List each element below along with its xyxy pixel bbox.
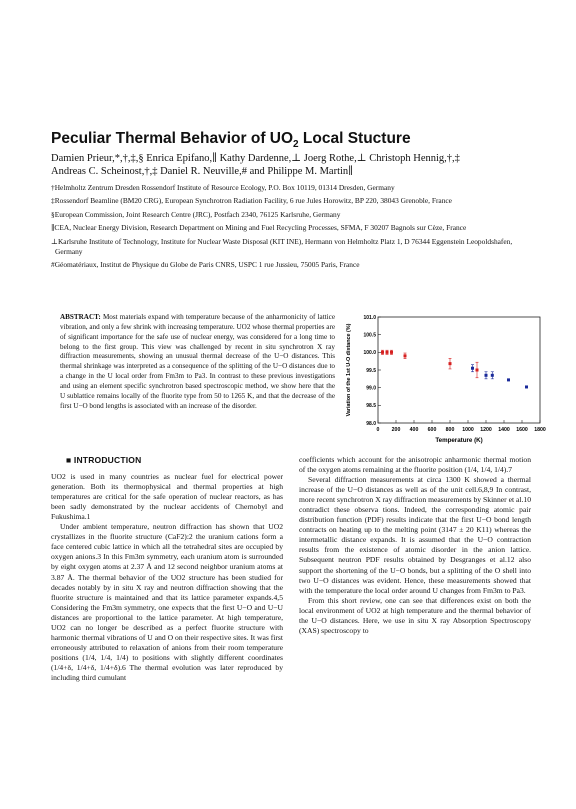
affiliation: †Helmholtz Zentrum Dresden Rossendorf Institute of Resource Ecology, P.O. Box 10119, 01314 Dresden, Germany xyxy=(51,183,395,192)
affiliation: ⊥Karlsruhe Institute of Technology, Institute for Nuclear Waste Disposal (KIT INE), Hermann von Helmholtz Platz 1, D 76344 Eggenstein Leopoldshafen, Germany xyxy=(51,236,513,256)
data-point xyxy=(449,362,452,365)
x-tick-label: 1400 xyxy=(498,427,510,433)
y-tick-label: 99.0 xyxy=(366,385,376,392)
x-tick-label: 1600 xyxy=(516,427,528,433)
plot-frame xyxy=(378,317,540,423)
data-point xyxy=(390,351,393,354)
right-column xyxy=(299,455,531,636)
data-point xyxy=(507,378,510,381)
paper-title: Peculiar Thermal Behavior of $UO_2$ Local Stucture xyxy=(51,130,411,151)
affiliation-list xyxy=(51,183,536,274)
data-point xyxy=(386,351,389,354)
y-tick-label: 100.5 xyxy=(363,332,376,339)
affiliation: ‡Rossendorf Beamline (BM20 CRG), European Synchrotron Radiation Facility, 6 rue Jules Horowitz, BP 220, 38043 Grenoble, France xyxy=(51,196,452,206)
paragraph: From this short review, one can see that differences exist on both the local environment of UO2 at high temperature and the thermal behavior of the U−O distances. Here, we use in situ X ray Absorption Spectroscopy (XAS) spectroscopy to xyxy=(299,595,531,635)
data-point xyxy=(404,354,407,357)
paragraph: Under ambient temperature, neutron diffraction has shown that UO2 crystallizes in the fluorite structure (CaF2):2 the uranium cations form a face centered cubic lattice in which all the tetrahedral sites are occupied by oxygen anions.3 In this Fm3m symmetry, each uranium atom is surrounded by eight oxygen atoms at 2.37 Å and 12 second neighbor uranium atoms at 3.87 Å. The thermal behavior of the UO2 structure has been studied for decades notably by in situ X ray and neutron diffraction showing that the fluorite structure is maintained and that its lattice parameter expands.4,5 Considering the Fm3m symmetry, one expects that the first U−O and U−U distances are proportional to the lattice parameter. At high temperature, UO2 can no longer be described as a perfect fluorite structure with harmonic thermal vibrations of U and O on their respective sites. It was first erroneously attributed to relaxation of anions from their room temperature positions (1/4, 1/4, 1/4) to positions with slightly different coordinates (1/4+δ, 1/4+δ, 1/4+δ).6 The thermal evolution was later reproduced by including third cumulant xyxy=(51,522,283,682)
x-tick-label: 200 xyxy=(391,427,401,433)
author-list xyxy=(51,152,531,178)
author-line: Andreas C. Scheinost,†,‡ Daniel R. Neuville,# and Philippe M. Martin∥ xyxy=(51,166,354,177)
paragraph: UO2 is used in many countries as nuclear fuel for electrical power generation. Both its thermophysical and thermal properties at high temperatures are critical for the safe operation of nuclear reactors, as has been sadly demonstrated by the nuclear accidents of Chernobyl and Fukushima.1 xyxy=(51,472,283,522)
x-tick-label: 400 xyxy=(409,427,419,433)
y-axis-label: Variation of the 1st U-O distance (%) xyxy=(346,323,352,417)
y-tick-label: 98.5 xyxy=(366,403,376,410)
abstract-label: ABSTRACT: xyxy=(60,313,101,321)
left-column xyxy=(51,455,283,683)
y-tick-label: 101.0 xyxy=(363,314,376,321)
data-point xyxy=(381,351,384,354)
section-heading-introduction: ■ INTRODUCTION xyxy=(66,455,142,465)
y-tick-label: 100.0 xyxy=(363,350,376,357)
abstract-text: Most materials expand with temperature because of the anharmonicity of lattice vibration, and only a few shrink with increasing temperature. UO2 whose thermal properties are of significant importance for the safe use of nuclear energy, was considered for a long time to belong to the first group. This view was challenged by recent in situ synchrotron X ray diffraction measurements, showing an unusual thermal decrease of the U−O distances. This thermal shrinkage was interpreted as a consequence of the splitting of the U−O distances due to a change in the U local order from Fm3m to Pa3. In contrast to these previous investigations and using an element specific synchrotron based spectroscopic method, we show here that the U sublattice remains locally of the fluorite type from 50 to 1265 K, and that the decrease of the first U−O bond lengths is associated with an increase of the disorder. xyxy=(60,313,335,410)
toc-graphic-chart xyxy=(338,311,546,449)
y-tick-label: 99.5 xyxy=(366,367,376,374)
affiliation: §European Commission, Joint Research Centre (JRC), Postfach 2340, 76125 Karlsruhe, Germany xyxy=(51,209,341,219)
x-axis-label: Temperature (K) xyxy=(435,437,483,444)
paragraph: Several diffraction measurements at circa 1300 K showed a thermal increase of the U−O distances as well as of the unit cell.6,8,9 In contrast, more recent synchrotron X ray diffraction measurements by Skinner et al.10 contradict these observa tions. Indeed, the corresponding atomic pair distribution function (PDF) results indicate that the first U−O bond length contracts on heating up to the melting point (3147 ± 20 K11) whereas the intermetallic distance expands. It is assumed that the U−O contraction results from the existence of atomic disorder in the anion lattice. Subsequent neutron PDF results obtained by Desgranges et al.12 also support the shortening of the U−O bonds, but a splitting of the O shell into two U−O distances was evident. Hence, these measurements showed that with the temperature the local order around U changes from Fm3m to Pa3. xyxy=(299,475,531,595)
data-point xyxy=(491,374,494,377)
affiliation: #Géomatériaux, Institut de Physique du Globe de Paris CNRS, USPC 1 rue Jussieu, 75005 Paris, France xyxy=(51,260,360,270)
x-tick-label: 1000 xyxy=(462,427,474,433)
x-tick-label: 1200 xyxy=(480,427,492,433)
data-point xyxy=(471,367,474,370)
x-tick-label: 0 xyxy=(376,427,380,433)
x-tick-label: 1800 xyxy=(534,427,546,433)
author-line: Damien Prieur,*,†,‡,§ Enrica Epifano,∥ Kathy Dardenne,⊥ Joerg Rothe,⊥ Christoph Hennig,†,‡ xyxy=(51,153,460,164)
data-point xyxy=(485,374,488,377)
abstract xyxy=(60,313,335,411)
affiliation: ∥CEA, Nuclear Energy Division, Research Department on Mining and Fuel Recycling Processes, SFMA, F 30207 Bagnols sur Cèze, France xyxy=(51,223,467,233)
x-tick-label: 800 xyxy=(445,427,455,433)
data-point xyxy=(525,385,528,388)
x-tick-label: 600 xyxy=(427,427,437,433)
data-point xyxy=(476,369,479,372)
paragraph: coefficients which account for the anisotropic anharmonic thermal motion of the oxygen atoms remaining at the fluorite position (1/4, 1/4, 1/4).7 xyxy=(299,455,531,475)
y-tick-label: 98.0 xyxy=(366,420,376,427)
